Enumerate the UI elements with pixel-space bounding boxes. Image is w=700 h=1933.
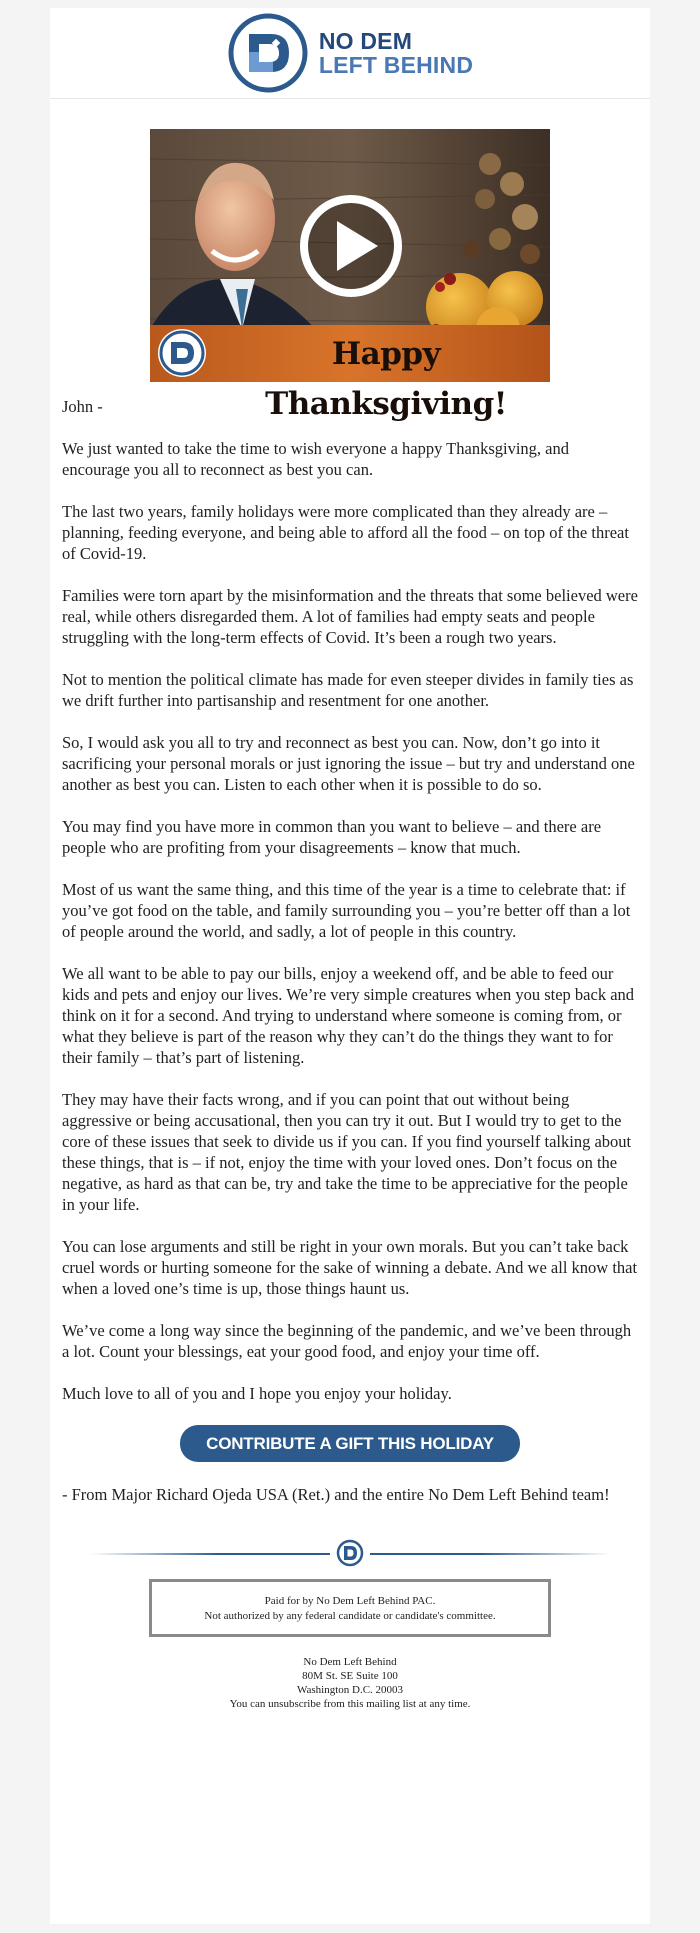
paragraph-4: Not to mention the political climate has made for even steeper divides in family ties as we drift further into partisanship and resentment for one another. — [62, 670, 634, 710]
paragraph-5: So, I would ask you all to try and reconnect as best you can. Now, don’t go into it sacrificing your personal morals or just ignoring the issue – but try and understand one another as best you can. Listen to each other when it is possible to do so. — [62, 733, 635, 794]
address-line-2: Washington D.C. 20003 — [296, 1684, 404, 1696]
hero-banner-text: Happy Thanksgiving! — [265, 336, 507, 422]
brand-logo[interactable] — [227, 12, 473, 94]
paragraph-10: You can lose arguments and still be right in your own morals. But you can’t take back cruel words or hurting someone for the sake of winning a debate. And we all know that when a loved one’s time is up, those things haunt us. — [62, 1237, 638, 1298]
paragraph-3: Families were torn apart by the misinformation and the threats that some believed were real, while others disregarded them. A lot of families had empty seats and people struggling with the long-term effects of Covid. It’s been a rough two years. — [62, 586, 638, 647]
logo-line-2: LEFT BEHIND — [318, 52, 474, 78]
ndlb-logo-icon — [227, 12, 309, 94]
paragraph-2: The last two years, family holidays were more complicated than they already are – planning, feeding everyone, and being able to afford all the food – on top of the threat of Covid-19. — [62, 502, 629, 563]
unsubscribe-link[interactable]: You can unsubscribe from this mailing list at any time. — [229, 1698, 471, 1710]
email-header — [50, 8, 650, 99]
contribute-gift-button[interactable]: CONTRIBUTE A GIFT THIS HOLIDAY — [180, 1425, 520, 1462]
disclaimer-line-1: Paid for by No Dem Left Behind PAC. — [264, 1595, 436, 1607]
footer-logo-icon — [330, 1539, 370, 1572]
address-line-1: 80M St. SE Suite 100 — [302, 1670, 398, 1682]
paragraph-6: You may find you have more in common than you want to believe – and there are people who are profiting from your disagreements – know that much. — [62, 817, 602, 857]
paid-for-disclaimer — [149, 1579, 551, 1637]
paragraph-12: Much love to all of you and I hope you enjoy your holiday. — [62, 1384, 452, 1403]
paragraph-9: They may have their facts wrong, and if you can point that out without being aggressive or being accusational, then you can try it out. But I would try to get to the core of these issues that seek to divide us if you can. If you find yourself talking about these things, that is – if not, enjoy the time with your loved ones. Don’t focus on the negative, as hard as that can be, try and take the time to be appreciative for the people in your life. — [62, 1090, 632, 1214]
video-thumbnail[interactable] — [150, 129, 550, 422]
footer-divider — [50, 1533, 650, 1573]
logo-line-1: NO DEM — [318, 28, 413, 54]
greeting: John - — [62, 397, 103, 416]
org-name: No Dem Left Behind — [303, 1656, 397, 1668]
paragraph-11: We’ve come a long way since the beginning of the pandemic, and we’ve been through a lot. Count your blessings, eat your good food, and enjoy your time off. — [62, 1321, 632, 1361]
signoff: - From Major Richard Ojeda USA (Ret.) and the entire No Dem Left Behind team! — [62, 1485, 610, 1504]
mailing-address — [50, 1655, 650, 1711]
email-container — [50, 8, 650, 1924]
email-body — [50, 382, 650, 1505]
cta-wrapper — [62, 1425, 638, 1462]
paragraph-7: Most of us want the same thing, and this time of the year is a time to celebrate that: if you’ve got food on the table, and family surrounding you – you’re better off than a lot of people around the world, and sadly, a lot of people in this country. — [62, 880, 631, 941]
paragraph-1: We just wanted to take the time to wish everyone a happy Thanksgiving, and encourage you all to reconnect as best you can. — [62, 439, 569, 479]
disclaimer-line-2: Not authorized by any federal candidate or candidate's committee. — [204, 1610, 496, 1622]
paragraph-8: We all want to be able to pay our bills, enjoy a weekend off, and be able to feed our kids and pets and enjoy our lives. We’re very simple creatures when you step back and think on it for a second. And trying to understand where someone is coming from, or what they believe is part of the reason why they can’t do the things they want to for their family – that’s part of listening. — [62, 964, 635, 1067]
